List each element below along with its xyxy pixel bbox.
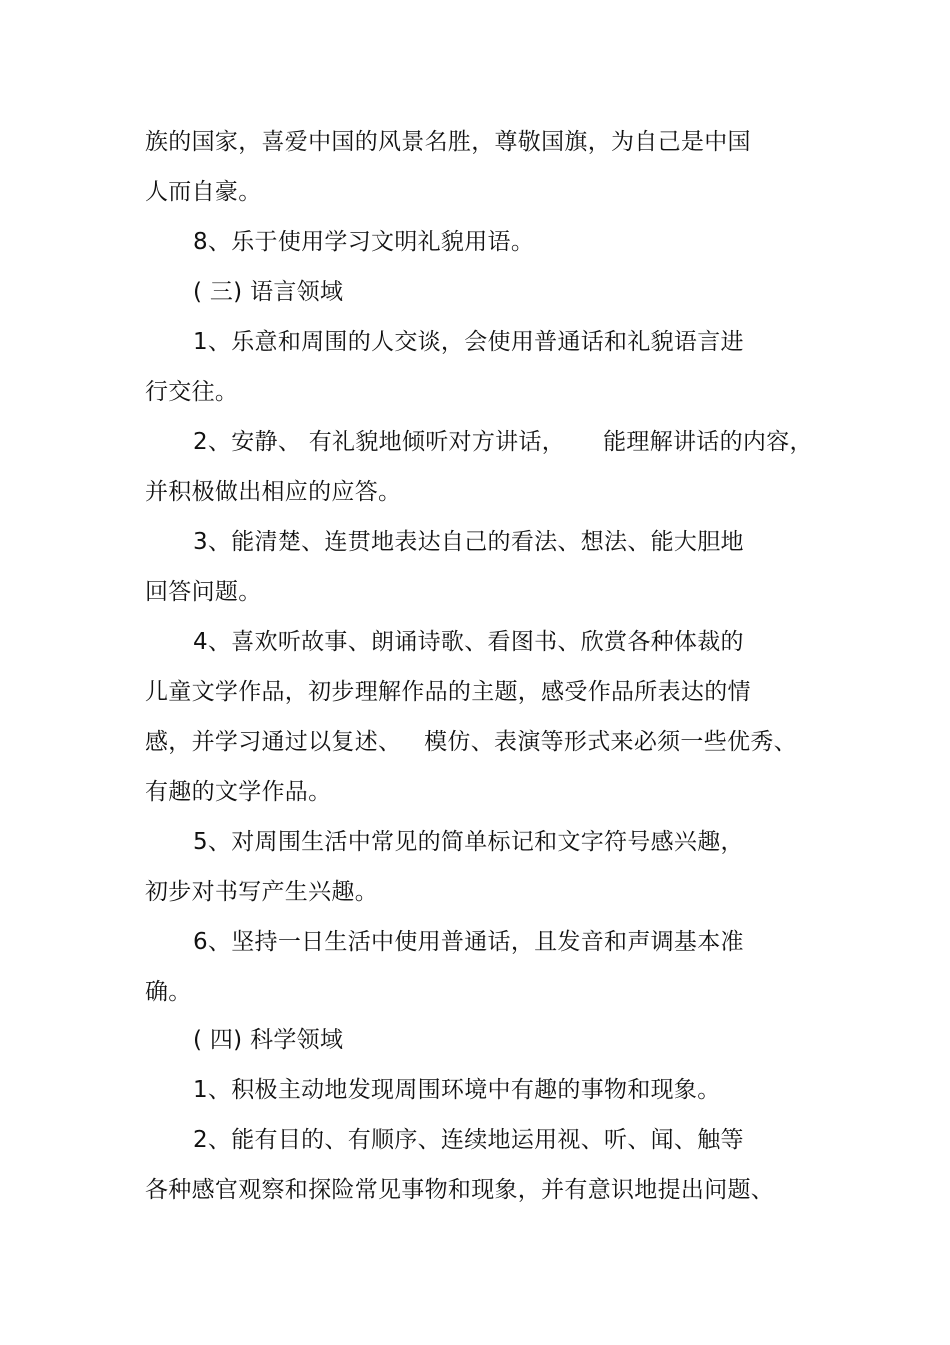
- section-heading-language: ( 三) 语言领域: [193, 279, 344, 305]
- text-line-14: 有趣的文学作品。: [145, 779, 332, 805]
- text-line-3: 8、乐于使用学习文明礼貌用语。: [193, 229, 535, 255]
- text-line-9: 3、能清楚、连贯地表达自己的看法、想法、能大胆地: [193, 529, 744, 555]
- section-heading-science: ( 四) 科学领域: [193, 1027, 344, 1053]
- text-line-15: 5、对周围生活中常见的简单标记和文字符号感兴趣，: [193, 829, 744, 855]
- text-line-21: 2、能有目的、有顺序、连续地运用视、听、闻、触等: [193, 1127, 744, 1153]
- text-line-5: 1、乐意和周围的人交谈，会使用普通话和礼貌语言进: [193, 329, 744, 355]
- text-line-1: 族的国家，喜爱中国的风景名胜，尊敬国旗，为自己是中国: [145, 129, 751, 155]
- text-line-8: 并积极做出相应的应答。: [145, 479, 402, 505]
- text-line-10: 回答问题。: [145, 579, 262, 605]
- text-line-7: 2、安静、 有礼貌地倾听对方讲话， 能理解讲话的内容，: [193, 429, 813, 455]
- text-line-12: 儿童文学作品，初步理解作品的主题，感受作品所表达的情: [145, 679, 751, 705]
- text-line-17: 6、坚持一日生活中使用普通话，且发音和声调基本准: [193, 929, 744, 955]
- text-line-20: 1、积极主动地发现周围环境中有趣的事物和现象。: [193, 1077, 721, 1103]
- text-line-22: 各种感官观察和探险常见事物和现象，并有意识地提出问题、: [145, 1177, 775, 1203]
- text-line-6: 行交往。: [145, 379, 239, 405]
- text-line-16: 初步对书写产生兴趣。: [145, 879, 378, 905]
- text-line-18: 确。: [145, 979, 192, 1005]
- text-line-2: 人而自豪。: [145, 179, 262, 205]
- text-line-13: 感，并学习通过以复述、 模仿、表演等形式来必须一些优秀、: [145, 729, 797, 755]
- text-line-11: 4、喜欢听故事、朗诵诗歌、看图书、欣赏各种体裁的: [193, 629, 744, 655]
